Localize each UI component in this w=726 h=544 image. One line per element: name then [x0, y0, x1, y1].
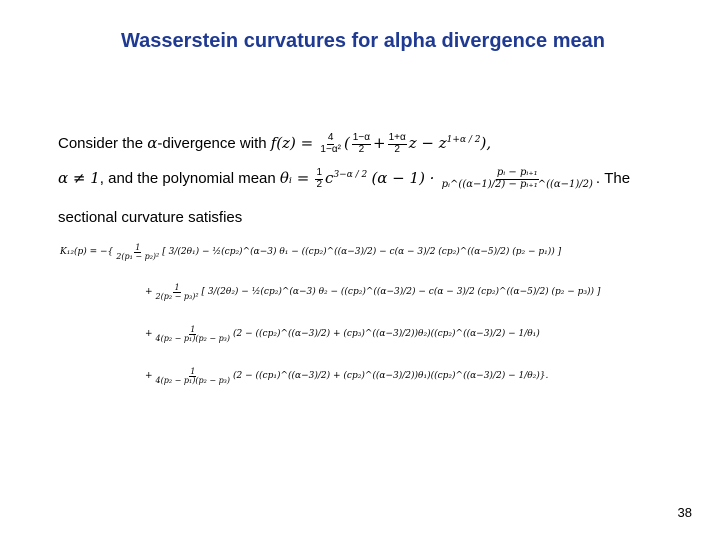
frac-4-over-1-minus-alpha-sq: $\frac{4}{\text{1−α²}}$	[320, 132, 341, 155]
eq3-plus: +	[145, 329, 153, 340]
lhs-k12: K₁₂(p) = −{	[60, 247, 114, 258]
eq3-frac: $\frac{1}{\text{4(p₂ − p₁)(p₂ − p₃)}}$	[155, 325, 231, 344]
f-of-z: f(z) =	[270, 133, 314, 152]
theta-i: θᵢ =	[279, 168, 310, 187]
intro-line-1: Consider the α-divergence with f(z) = $\frac{4}{\text{1−α²}}$ ( $\frac{1-\alpha}{2}$ + $\frac{1+\alpha}{2}$ $z - z^{1+\alpha / 2}$),	[58, 132, 492, 155]
eq2-plus: +	[145, 287, 153, 298]
intro-line-2	[58, 168, 698, 190]
z-minus-z: z − z	[408, 133, 447, 152]
c-symbol: c	[325, 168, 334, 187]
eq2-body: [ 3/(2θ₂) − ½(cp₂)^(α−3) θ₂ − ((cp₂)^((α−3)/2) − c(α − 3)/2 (cp₂)^((α−5)/2) (p₂ − p₃)) ]	[201, 287, 601, 298]
equation-line-3	[145, 326, 540, 344]
intro-text-d: . The	[595, 169, 631, 187]
alpha-not-one: α ≠ 1	[58, 168, 100, 187]
equation-line-1	[60, 244, 561, 262]
exponent-1-plus-alpha-over-2: 1+α / 2	[446, 134, 481, 145]
eq4-plus: +	[145, 371, 153, 382]
intro-line-3: sectional curvature satisfies	[58, 209, 243, 226]
eq4-frac: $\frac{1}{\text{4(p₂ − p₁)(p₂ − p₃)}}$	[155, 367, 231, 386]
page-number: 38	[677, 505, 692, 520]
equation-line-4	[145, 368, 548, 386]
eq1-frac: 1 2(p₁ − p₂)²	[116, 243, 160, 262]
slide-title: Wasserstein curvatures for alpha divergence mean	[121, 30, 605, 52]
eq3-body: (2 − ((cp₂)^((α−3)/2) + (cp₃)^((α−3)/2))θ₂)((cp₂)^((α−3)/2) − 1/θ₁)	[233, 329, 540, 340]
intro-text-c: , and the polynomial mean	[99, 169, 280, 187]
eq4-body: (2 − ((cp₁)^((α−3)/2) + (cp₂)^((α−3)/2))θ₁)((cp₂)^((α−3)/2) − 1/θ₂)}.	[233, 371, 549, 382]
intro-text-a: Consider the	[58, 134, 148, 152]
alpha-symbol: α	[147, 133, 158, 152]
mean-ratio-frac: $\frac{\text{pᵢ − pᵢ₊₁}}{\text{pᵢ\textasciicircum{}((α−1)/2) − pᵢ₊₁\textasciicircum{}((α−1)/2)}}$	[441, 167, 593, 190]
frac-1-plus-alpha-over-2: $\frac{1+\alpha}{2}$	[388, 132, 406, 155]
equation-line-2	[145, 284, 600, 302]
eq2-frac: $\frac{1}{\text{2(p₂ − p₃)²}}$	[155, 283, 199, 302]
eq1-body: [ 3/(2θ₁) − ½(cp₂)^(α−3) θ₁ − ((cp₂)^((α−3)/2) − c(α − 3)/2 (cp₂)^((α−5)/2) (p₂ − p₁)) ]	[162, 247, 562, 258]
exponent-3-minus-alpha-over-2: 3−α / 2	[333, 169, 368, 180]
frac-one-half: $\frac{1}{2}$	[316, 167, 323, 190]
frac-1-minus-alpha-over-2: $\frac{1-\alpha}{2}$	[352, 132, 370, 155]
alpha-minus-one: (α − 1) ·	[371, 168, 435, 187]
intro-text-b: -divergence with	[157, 134, 271, 152]
